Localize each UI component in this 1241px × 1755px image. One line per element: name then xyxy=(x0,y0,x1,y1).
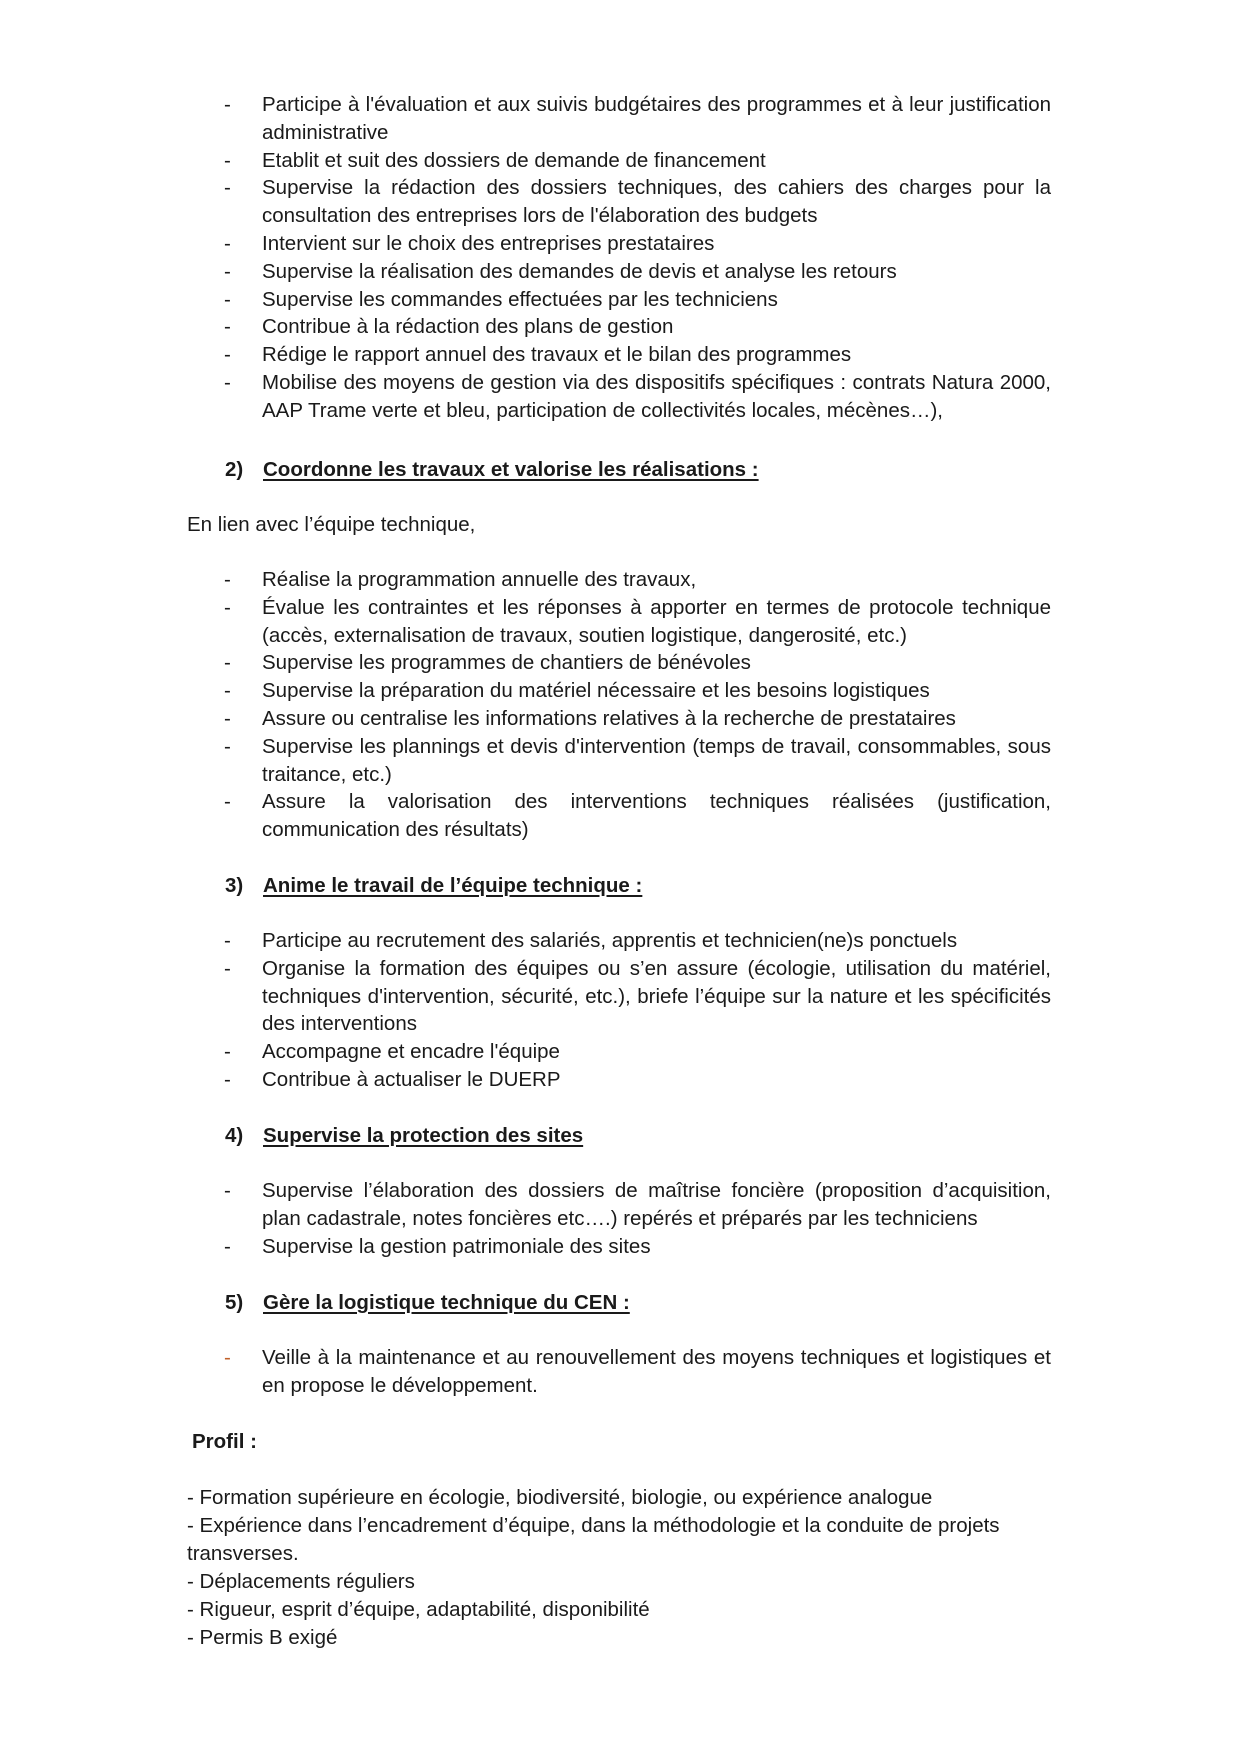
dash-bullet: - xyxy=(224,259,231,283)
list-item: - Évalue les contraintes et les réponses à apporter en termes de protocole technique (accès, externalisation de travaux, soutien logistique, dangerosité, etc.) xyxy=(224,595,1051,647)
profile-item: - Expérience dans l’encadrement d’équipe, dans la méthodologie et la conduite de projets transverses. xyxy=(187,1514,1000,1565)
list-item: - Assure ou centralise les informations relatives à la recherche de prestataires xyxy=(187,705,1051,733)
dash-bullet: - xyxy=(224,148,231,172)
section-title: Supervise la protection des sites xyxy=(263,1124,584,1147)
dash-bullet: - xyxy=(224,734,231,758)
dash-bullet: - xyxy=(224,315,231,339)
profile-item: - Permis B exigé xyxy=(187,1626,338,1649)
section-number: 5) xyxy=(225,1291,244,1314)
dash-bullet: - xyxy=(224,231,231,255)
dash-bullet: - xyxy=(224,93,231,116)
dash-bullet: - xyxy=(224,287,231,311)
profile-title: Profil : xyxy=(192,1430,257,1453)
section-5-heading xyxy=(225,1289,630,1317)
section-2-heading xyxy=(225,456,759,484)
profile-list xyxy=(187,1484,1051,1652)
dash-bullet: - xyxy=(224,176,231,200)
section-number: 3) xyxy=(225,874,244,897)
dash-bullet: - xyxy=(224,1346,231,1369)
section-4-list xyxy=(187,1177,1051,1260)
section-3-heading xyxy=(225,872,642,900)
section-4-heading xyxy=(225,1122,583,1150)
dash-bullet: - xyxy=(224,343,231,367)
dash-bullet: - xyxy=(224,1067,231,1091)
dash-bullet: - xyxy=(224,595,231,619)
dash-bullet: - xyxy=(224,1040,231,1064)
list-item: - Supervise les programmes de chantiers de bénévoles xyxy=(187,649,1051,677)
dash-bullet: - xyxy=(224,929,231,952)
dash-bullet: - xyxy=(224,651,231,675)
list-item: - Rédige le rapport annuel des travaux et le bilan des programmes xyxy=(187,341,1051,369)
dash-bullet: - xyxy=(224,956,231,980)
list-item: - Supervise les plannings et devis d'intervention (temps de travail, consommables, sous traitance, etc.) xyxy=(224,734,1051,786)
dash-bullet: - xyxy=(224,568,231,591)
list-item: - Veille à la maintenance et au renouvellement des moyens techniques et logistiques et en propose le développement. xyxy=(224,1346,1051,1397)
profile-item: - Formation supérieure en écologie, biodiversité, biologie, ou expérience analogue xyxy=(187,1486,933,1509)
dash-bullet: - xyxy=(224,679,231,703)
list-item: - Etablit et suit des dossiers de demande de financement xyxy=(187,147,1051,175)
dash-bullet: - xyxy=(224,790,231,814)
section-title: Coordonne les travaux et valorise les réalisations : xyxy=(263,458,759,481)
list-item: - Supervise la rédaction des dossiers techniques, des cahiers des charges pour la consultation des entreprises lors de l'élaboration des budgets xyxy=(224,176,1051,228)
list-item: - Participe à l'évaluation et aux suivis budgétaires des programmes et à leur justification administrative xyxy=(224,93,1051,144)
dash-bullet: - xyxy=(224,1234,231,1258)
list-item: - Participe au recrutement des salariés, apprentis et technicien(ne)s ponctuels xyxy=(187,927,1051,955)
section-title: Gère la logistique technique du CEN : xyxy=(263,1291,630,1314)
list-item: - Intervient sur le choix des entreprises prestataires xyxy=(187,230,1051,258)
dash-bullet: - xyxy=(224,706,231,730)
list-item: - Supervise les commandes effectuées par les techniciens xyxy=(187,286,1051,314)
section-2-list xyxy=(187,566,1051,844)
section-number: 2) xyxy=(225,458,244,481)
top-task-list xyxy=(187,91,1051,425)
section-2-intro: En lien avec l’équipe technique, xyxy=(187,513,476,536)
list-item: - Réalise la programmation annuelle des travaux, xyxy=(187,566,1051,594)
list-item: - Supervise la préparation du matériel nécessaire et les besoins logistiques xyxy=(187,677,1051,705)
list-item: - Mobilise des moyens de gestion via des dispositifs spécifiques : contrats Natura 2000, AAP Trame verte et bleu, participation de collectivités locales, mécènes…), xyxy=(224,370,1051,422)
dash-bullet: - xyxy=(224,1179,231,1202)
section-title: Anime le travail de l’équipe technique : xyxy=(263,874,643,897)
list-item: - Supervise la réalisation des demandes de devis et analyse les retours xyxy=(187,258,1051,286)
profile-item: - Rigueur, esprit d’équipe, adaptabilité, disponibilité xyxy=(187,1598,650,1621)
list-item: - Supervise l’élaboration des dossiers de maîtrise foncière (proposition d’acquisition, plan cadastrale, notes foncières etc….) repérés et préparés par les techniciens xyxy=(224,1179,1051,1230)
list-item: - Contribue à actualiser le DUERP xyxy=(187,1066,1051,1094)
dash-bullet: - xyxy=(224,370,231,394)
section-number: 4) xyxy=(225,1124,244,1147)
section-5-list xyxy=(187,1344,1051,1400)
list-item: - Accompagne et encadre l'équipe xyxy=(187,1038,1051,1066)
profile-item: - Déplacements réguliers xyxy=(187,1570,415,1593)
list-item: - Organise la formation des équipes ou s’en assure (écologie, utilisation du matériel, techniques d'intervention, sécurité, etc.), briefe l’équipe sur la nature et les spécificités des interventions xyxy=(224,956,1051,1036)
list-item: - Supervise la gestion patrimoniale des sites xyxy=(187,1233,1051,1261)
section-3-list xyxy=(187,927,1051,1094)
list-item: - Contribue à la rédaction des plans de gestion xyxy=(187,313,1051,341)
list-item: - Assure la valorisation des interventions techniques réalisées (justification, communication des résultats) xyxy=(224,790,1051,842)
